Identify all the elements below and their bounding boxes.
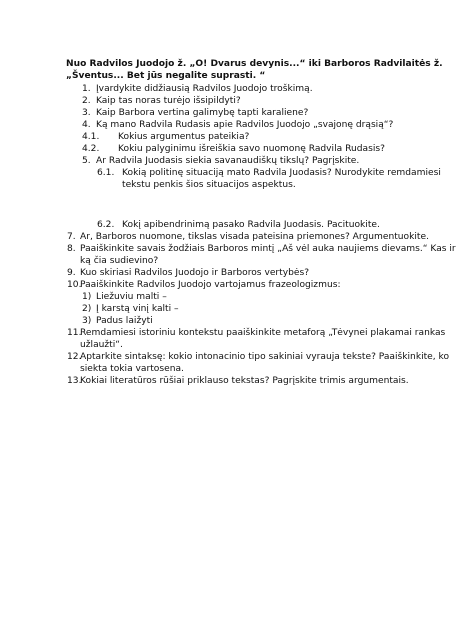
idiom-3	[82, 316, 153, 327]
question-text: Paaiškinkite Radvilos Juodojo vartojamus frazeologizmus:	[80, 280, 341, 290]
question-2	[82, 96, 241, 107]
idiom-text: Liežuviu malti –	[96, 292, 167, 302]
idiom-number: 3)	[82, 316, 92, 326]
question-text: Remdamiesi istoriniu kontekstu paaiškinkite metaforą „Tėvynei plakamai rankas	[80, 328, 446, 338]
question-6-1	[97, 168, 441, 179]
question-number: 10.	[67, 280, 82, 290]
question-6-1-continued: tekstu penkis šios situacijos aspektus.	[122, 180, 296, 190]
question-12	[67, 352, 449, 363]
question-number: 2.	[82, 96, 91, 106]
question-text: Paaiškinkite savais žodžiais Barboros mintį „Aš vėl auka naujiems dievams.“ Kas ir	[80, 244, 456, 254]
question-9	[67, 268, 309, 279]
question-text: Kuo skiriasi Radvilos Juodojo ir Barboros vertybės?	[80, 268, 310, 278]
question-text: Ar, Barboros nuomone, tikslas visada pateisina priemones? Argumentuokite.	[80, 232, 429, 242]
question-number: 12.	[67, 352, 82, 362]
question-text: Kokią politinę situaciją mato Radvila Juodasis? Nurodykite remdamiesi	[122, 168, 441, 178]
question-number: 3.	[82, 108, 91, 118]
question-text: Kaip Barbora vertina galimybę tapti karaliene?	[96, 108, 309, 118]
question-11	[67, 328, 445, 339]
document-title-line-1: Nuo Radvilos Juodojo ž. „O! Dvarus devynis...“ iki Barboros Radvilaitės ž.	[66, 59, 443, 69]
question-number: 5.	[82, 156, 91, 166]
question-1	[82, 84, 313, 95]
question-number: 13.	[67, 376, 82, 386]
question-4	[82, 120, 393, 131]
question-6-2	[97, 220, 380, 231]
question-4-1	[82, 132, 249, 143]
question-7	[67, 232, 429, 243]
question-text: Kaip tas noras turėjo išsipildyti?	[96, 96, 241, 106]
question-5	[82, 156, 359, 167]
question-text: Aptarkite sintaksę: kokio intonacinio tipo sakiniai vyrauja tekste? Paaiškinkite, ko	[80, 352, 450, 362]
document-title-line-2: „Šventus... Bet jūs negalite suprasti. “	[66, 71, 266, 81]
idiom-number: 1)	[82, 292, 92, 302]
question-text: Kokius argumentus pateikia?	[118, 132, 250, 142]
question-8	[67, 244, 456, 255]
question-text: Kokiu palyginimu išreiškia savo nuomonę Radvila Rudasis?	[118, 144, 385, 154]
question-number: 4.	[82, 120, 91, 130]
idiom-text: Į karstą vinį kalti –	[96, 304, 179, 314]
question-text: Įvardykite didžiausią Radvilos Juodojo troškimą.	[96, 84, 313, 94]
question-3	[82, 108, 308, 119]
question-12-continued: siekta tokia vartosena.	[80, 364, 184, 374]
question-number: 7.	[67, 232, 76, 242]
idiom-text: Padus laižyti	[96, 316, 153, 326]
question-number: 6.2.	[97, 220, 115, 230]
idiom-number: 2)	[82, 304, 92, 314]
idiom-2	[82, 304, 179, 315]
question-text: Ką mano Radvila Rudasis apie Radvilos Juodojo „svajonę drąsią“?	[96, 120, 394, 130]
question-11-continued: užlaužti“.	[80, 340, 123, 350]
question-4-2	[82, 144, 385, 155]
question-8-continued: ką čia sudievino?	[80, 256, 159, 266]
question-number: 6.1.	[97, 168, 115, 178]
question-number: 4.1.	[82, 132, 100, 142]
question-number: 1.	[82, 84, 91, 94]
question-number: 4.2.	[82, 144, 100, 154]
question-text: Kokį apibendrinimą pasako Radvila Juodasis. Pacituokite.	[122, 220, 380, 230]
question-13	[67, 376, 409, 387]
question-number: 11.	[67, 328, 82, 338]
question-text: Ar Radvila Juodasis siekia savanaudiškų tikslų? Pagrįskite.	[96, 156, 360, 166]
idiom-1	[82, 292, 167, 303]
question-text: Kokiai literatūros rūšiai priklauso tekstas? Pagrįskite trimis argumentais.	[80, 376, 409, 386]
question-number: 8.	[67, 244, 76, 254]
question-number: 9.	[67, 268, 76, 278]
question-10	[67, 280, 341, 291]
